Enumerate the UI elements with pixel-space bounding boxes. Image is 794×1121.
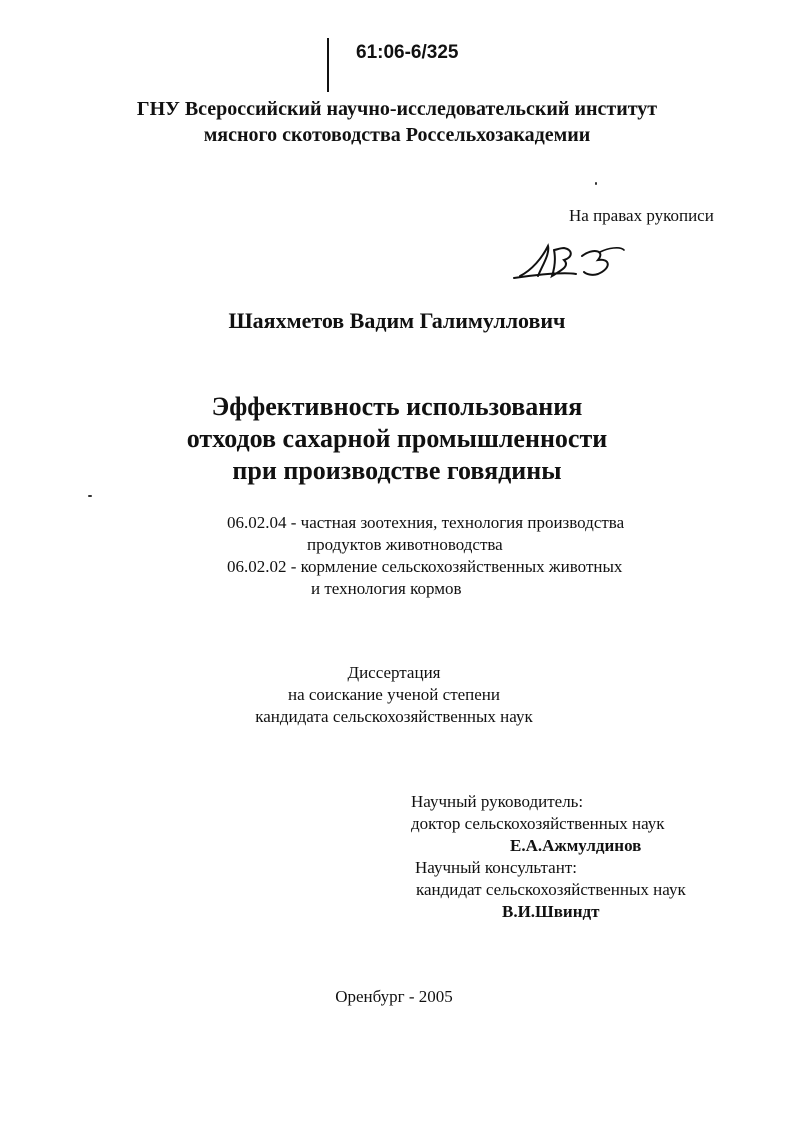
- rights-note: На правах рукописи: [569, 206, 714, 225]
- city-year: Оренбург - 2005: [335, 987, 453, 1006]
- stamp-bar: [327, 38, 329, 92]
- advisor-name: Е.А.Ажмулдинов: [510, 836, 642, 855]
- scan-speck: [88, 495, 92, 497]
- specialty-1-code: 06.02.04: [227, 513, 287, 532]
- stamp-code: 61:06-6/325: [356, 42, 459, 63]
- title-line-1: Эффективность использования: [211, 392, 583, 421]
- consultant-degree: кандидат сельскохозяйственных наук: [416, 880, 686, 899]
- specialty-2-cont: и технология кормов: [311, 579, 462, 598]
- specialty-1: [227, 512, 624, 534]
- consultant-label: Научный консультант:: [415, 858, 577, 877]
- advisor-label: Научный руководитель:: [411, 792, 584, 811]
- institution-line-2: мясного скотоводства Россельхозакадемии: [203, 124, 591, 146]
- signature: [512, 236, 632, 286]
- dissertation-line-3: кандидата сельскохозяйственных наук: [255, 707, 533, 726]
- specialty-1-cont: продуктов животноводства: [307, 535, 503, 554]
- specialty-2: [227, 556, 622, 578]
- scan-speck: [595, 182, 597, 185]
- specialty-1-text: - частная зоотехния, технология производства: [290, 513, 625, 532]
- institution-line-1: ГНУ Всероссийский научно-исследовательский институт: [136, 98, 658, 120]
- advisor-degree: доктор сельскохозяйственных наук: [411, 814, 665, 833]
- specialty-2-text: - кормление сельскохозяйственных животных: [290, 557, 623, 576]
- dissertation-line-1: Диссертация: [347, 663, 441, 682]
- title-line-2: отходов сахарной промышленности: [186, 424, 608, 453]
- title-line-3: при производстве говядины: [232, 456, 562, 485]
- author-name: Шаяхметов Вадим Галимуллович: [228, 308, 566, 333]
- dissertation-line-2: на соискание ученой степени: [287, 685, 501, 704]
- consultant-name: В.И.Швиндт: [502, 902, 600, 921]
- specialty-2-code: 06.02.02: [227, 557, 287, 576]
